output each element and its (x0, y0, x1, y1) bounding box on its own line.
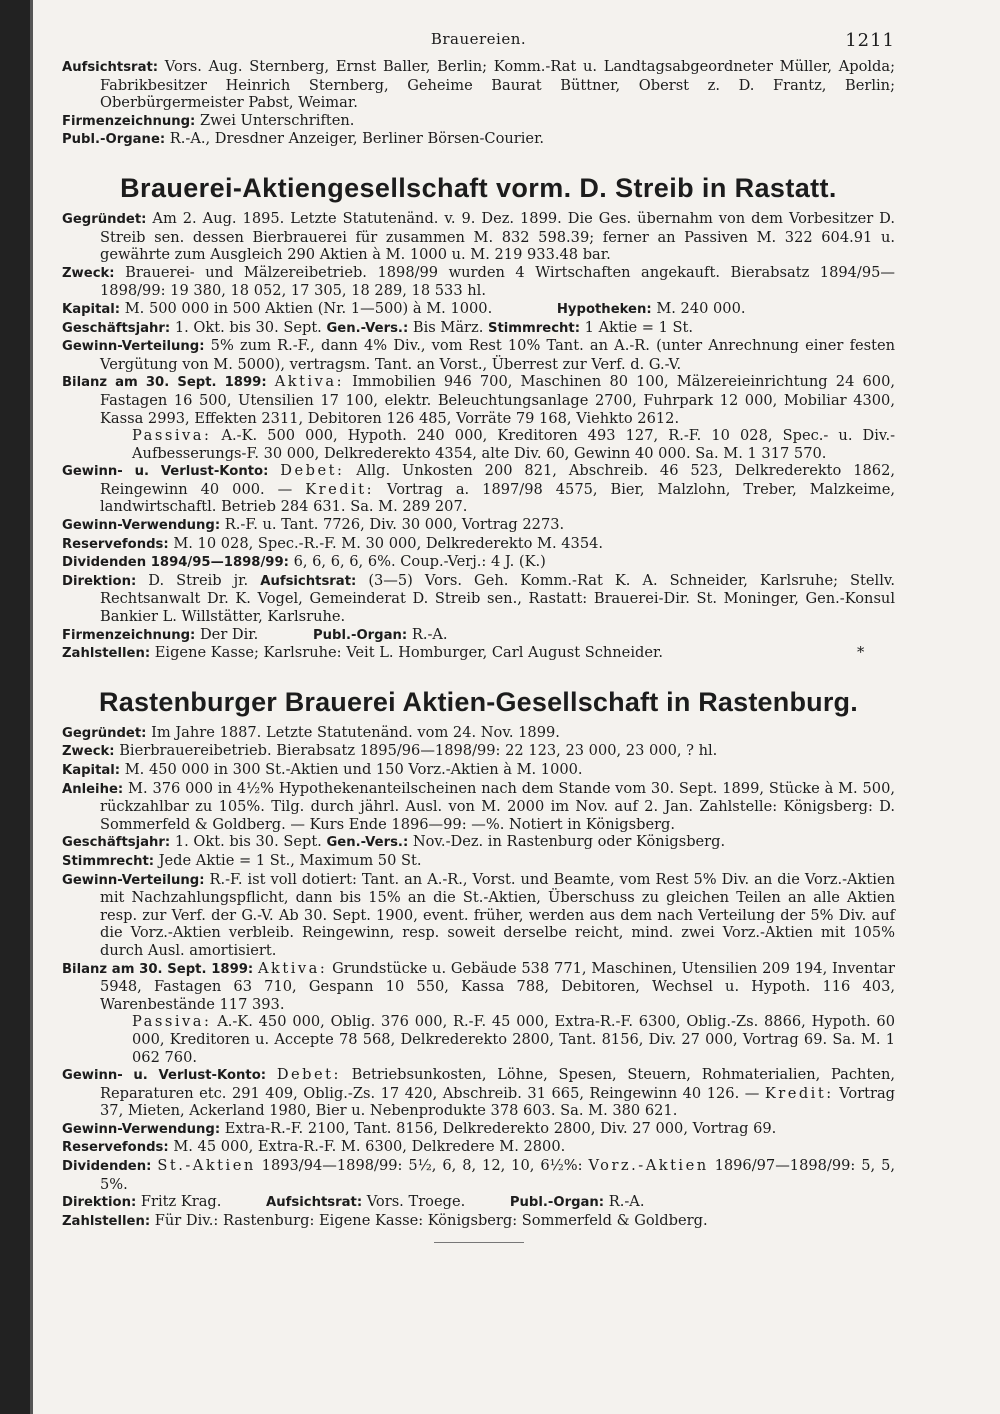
s1-gegruendet (62, 210, 895, 264)
label: Kredit: (305, 480, 375, 498)
label: Hypotheken: (556, 301, 652, 317)
text: Bis März. (412, 318, 484, 336)
s2-direktion (62, 1193, 895, 1212)
text: M. 45 000, Extra-R.-F. M. 6300, Delkredere M. 2800. (173, 1138, 566, 1156)
label: Kapital: (62, 763, 121, 778)
label: Zahlstellen: (62, 646, 151, 662)
label: Reservefonds: (62, 536, 169, 552)
label: Kapital: (62, 301, 121, 317)
section1-body (62, 210, 895, 663)
label: Zweck: (62, 744, 115, 760)
label: Stimmrecht: (487, 320, 581, 336)
text: Grundstücke u. Gebäude 538 771, Maschinen, Utensilien 209 194, Inventar 5948, Fastagen 63 710, Gespann 10 550, Kassa 788, Debitoren, Wechsel u. Hypoth. 116 403, Warenbestände 117 393. (100, 959, 895, 1013)
label: Publ.-Organ: (509, 1195, 605, 1211)
label: Zahlstellen: (62, 1213, 151, 1229)
running-head-title: Brauereien. (430, 30, 527, 48)
text: Extra-R.-F. 2100, Tant. 8156, Delkrederekto 2800, Div. 27 000, Vortrag 69. (224, 1119, 777, 1137)
label: Direktion: (62, 1195, 137, 1211)
label: Aktiva: (274, 373, 345, 391)
label: Dividenden: (62, 1159, 152, 1175)
s1-gewinnverwendung (62, 516, 895, 535)
text: 1. Okt. bis 30. Sept. (174, 318, 322, 336)
s2-passiva (62, 1013, 895, 1066)
label: Gen.-Vers.: (326, 320, 409, 336)
label: Geschäftsjahr: (62, 320, 171, 336)
s1-zweck (62, 264, 895, 300)
label: Gewinn-Verteilung: (62, 339, 205, 355)
section2-body (62, 724, 895, 1231)
text: Der Dir. (199, 625, 259, 643)
s2-reservefonds (62, 1138, 895, 1157)
text: A.-K. 500 000, Hypoth. 240 000, Kreditoren 493 127, R.-F. 10 028, Spec.- u. Div.-Aufbesserungs-F. 30 000, Delkrederekto 4354, alte Div. 60, Gewinn 40 000. Sa. M. 1 317 570. (132, 427, 896, 462)
label: Gegründet: (62, 211, 147, 227)
scan-edge (0, 0, 36, 1414)
label: Firmenzeichnung: (62, 113, 196, 129)
s2-bilanz (62, 960, 895, 1014)
text: 1. Okt. bis 30. Sept. (174, 833, 322, 851)
text: R.-A. (608, 1193, 645, 1211)
section1-title: Brauerei-Aktiengesellschaft vorm. D. Streib in Rastatt. (120, 172, 837, 203)
section2-title: Rastenburger Brauerei Aktien-Gesellschaft in Rastenburg. (99, 686, 858, 717)
s2-stimmrecht (62, 852, 895, 871)
text: Nov.-Dez. in Rastenburg oder Königsberg. (412, 833, 726, 851)
text: A.-K. 450 000, Oblig. 376 000, R.-F. 45 000, Extra-R.-F. 6300, Oblig.-Zs. 8866, Hypoth. 60 000, Kreditoren u. Accepte 78 568, Delkrederekto 2800, Tant. 8156, Div. 27 000, Vortrag 69. Sa. M. 1 062 760. (132, 1013, 895, 1066)
running-head (62, 30, 895, 58)
carryover-aufsichtsrat (62, 58, 895, 112)
text: R.-F. ist voll dotiert: Tant. an A.-R., Vorst. und Beamte, vom Rest 5% Div. an die Vorz.-Aktien mit Nachzahlungspflicht, dann bis 15% an die St.-Aktien, Überschuss zu gleichen Teilen an alle Aktien resp. zur Verf. der G.-V. Ab 30. Sept. 1900, event. früher, werden aus dem nach Verteilung der 5% Div. auf die Vorz.-Aktien verbleib. Reingewinn, resp. soweit derselbe reicht, mind. zwei Vorz.-Aktien mit 105% durch Ausl. amortisiert. (100, 870, 896, 959)
label: Debet: (276, 1066, 341, 1084)
text: D. Streib jr. (148, 571, 249, 589)
label: Vorz.-Aktien (588, 1157, 709, 1175)
label: Stimmrecht: (62, 853, 155, 869)
text: M. 10 028, Spec.-R.-F. M. 30 000, Delkrederekto M. 4354. (173, 534, 604, 552)
s2-gewinnverteilung (62, 871, 895, 960)
label: Publ.-Organe: (62, 132, 166, 148)
s1-firmenzeichnung (62, 626, 895, 645)
label: Kredit: (764, 1084, 834, 1102)
label: Anleihe: (62, 781, 124, 797)
label: Debet: (280, 462, 345, 480)
text: Am 2. Aug. 1895. Letzte Statutenänd. v. 9. Dez. 1899. Die Ges. übernahm von dem Vorbesitzer D. Streib sen. dessen Bierbrauerei für zusammen M. 832 598.39; ferner an Passiven M. 322 604.91 u. gewährte zum Ausgleich 290 Aktien à M. 1000 u. M. 219 933.48 bar. (100, 209, 895, 264)
label: St.-Aktien (157, 1157, 256, 1175)
carryover-block (62, 58, 895, 149)
s2-kapital (62, 761, 895, 780)
text: 1893/94—1898/99: 5½, 6, 8, 12, 10, 6½%: (261, 1157, 583, 1175)
s1-dividenden (62, 553, 895, 572)
text: Vors. Troege. (366, 1193, 466, 1211)
label: Passiva: (132, 1013, 212, 1031)
label: Gewinn- u. Verlust-Konto: (62, 1068, 267, 1084)
text: 5% zum R.-F., dann 4% Div., vom Rest 10% Tant. an A.-R. (unter Anrechnung einer festen Vergütung von M. 5000), vertragsm. Tant. an Vorst., Überrest zur Verf. d. G.-V. (100, 337, 896, 373)
text: Fritz Krag. (140, 1193, 222, 1211)
s1-guv (62, 462, 895, 516)
text: Zwei Unterschriften. (199, 111, 355, 129)
s2-geschaeftsjahr (62, 833, 895, 852)
label: Aufsichtsrat: (62, 60, 159, 75)
label: Gen.-Vers.: (326, 835, 409, 851)
s2-anleihe (62, 780, 895, 834)
s2-zahlstellen (62, 1212, 895, 1231)
text: Jede Aktie = 1 St., Maximum 50 St. (158, 851, 422, 869)
page-number: 1211 (845, 30, 895, 51)
label: Direktion: (62, 573, 137, 589)
text: Vors. Aug. Sternberg, Ernst Baller, Berlin; Komm.-Rat u. Landtagsabgeordneter Müller, Apolda; Fabrikbesitzer Heinrich Sternberg, Geheime Baurat Büttner, Oberst z. D. Frantz, Berlin; Oberbürgermeister Pabst, Weimar. (100, 58, 896, 112)
s1-geschaeftsjahr (62, 319, 895, 338)
label: Dividenden 1894/95—1898/99: (62, 555, 289, 571)
text: Immobilien 946 700, Maschinen 80 100, Mälzereieinrichtung 24 600, Fastagen 16 500, Utensilien 17 100, elektr. Beleuchtungsanlage 2700, Fuhrpark 12 000, Mobiliar 4300, Kassa 2993, Effekten 2311, Debitoren 126 485, Vorräte 79 168, Viehkto 2612. (100, 373, 895, 427)
carryover-publ (62, 130, 895, 149)
text: M. 376 000 in 4½% Hypothekenanteilscheinen nach dem Stande vom 30. Sept. 1899, Stücke à M. 500, rückzahlbar zu 105%. Tilg. durch jährl. Ausl. von M. 2000 im Nov. auf 2. Jan. Zahlstelle: Königsberg: D. Sommerfeld & Goldberg. — Kurs Ende 1896—99: —%. Notiert in Königsberg. (100, 779, 896, 833)
s1-reservefonds (62, 535, 895, 554)
text: 1896/97—1898/99: 5, 5, 5%. (100, 1157, 896, 1193)
label: Gewinn-Verwendung: (62, 1121, 221, 1137)
s2-guv (62, 1066, 895, 1120)
end-rule (434, 1242, 524, 1243)
s2-dividenden (62, 1157, 895, 1193)
text: M. 240 000. (656, 299, 746, 317)
label: Bilanz am 30. Sept. 1899: (62, 375, 267, 391)
text: Brauerei- und Mälzereibetrieb. 1898/99 wurden 4 Wirtschaften angekauft. Bierabsatz 1894/95—1898/99: 19 380, 18 052, 17 305, 18 289, 18 533 hl. (100, 263, 896, 300)
label: Passiva: (132, 427, 212, 445)
s1-zahlstellen: Zahlstellen: Eigene Kasse; Karlsruhe: Veit L. Homburger, Carl August Schneider. * (62, 644, 865, 662)
text: Vortrag 37, Mieten, Ackerland 1980, Bier u. Nebenprodukte 378 603. Sa. M. 380 621. (100, 1084, 896, 1120)
label: Aufsichtsrat: (266, 1195, 363, 1211)
text: Für Div.: Rastenburg: Eigene Kasse: Königsberg: Sommerfeld & Goldberg. (154, 1211, 708, 1229)
text: R.-A., Dresdner Anzeiger, Berliner Börsen-Courier. (169, 130, 545, 148)
text: Im Jahre 1887. Letzte Statutenänd. vom 24. Nov. 1899. (151, 723, 560, 741)
text: Vortrag a. 1897/98 4575, Bier, Malzlohn, Treber, Malzkeime, landwirtschaftl. Betrieb 284 631. Sa. M. 289 207. (100, 480, 896, 516)
label: Geschäftsjahr: (62, 835, 171, 851)
label: Publ.-Organ: (312, 627, 408, 643)
s2-zweck (62, 742, 895, 761)
label: Aufsichtsrat: (260, 573, 357, 589)
s1-bilanz (62, 373, 895, 427)
s2-gegruendet (62, 724, 895, 743)
s1-direktion (62, 572, 895, 626)
text: R.-A. (411, 625, 448, 643)
text: Betriebsunkosten, Löhne, Spesen, Steuern, Rohmaterialien, Pachten, Reparaturen etc. 291 409, Oblig.-Zs. 17 420, Abschreib. 31 665, Reingewinn 40 126. — (100, 1066, 895, 1102)
s2-gewinnverwendung (62, 1120, 895, 1139)
label: Gegründet: (62, 725, 147, 741)
label: Firmenzeichnung: (62, 627, 196, 643)
s1-kapital (62, 300, 895, 319)
s1-passiva (62, 427, 895, 462)
text: (3—5) Vors. Geh. Komm.-Rat K. A. Schneider, Karlsruhe; Stellv. Rechtsanwalt Dr. K. Vogel, Gemeinderat D. Streib sen., Rastatt: Brauerei-Dir. St. Moninger, Gen.-Konsul Bankier L. Willstätter, Karlsruhe. (100, 571, 896, 626)
label: Gewinn- u. Verlust-Konto: (62, 464, 269, 480)
text: Eigene Kasse; Karlsruhe: Veit L. Homburger, Carl August Schneider. (154, 644, 663, 662)
text: Bierbrauereibetrieb. Bierabsatz 1895/96—1898/99: 22 123, 23 000, 23 000, ? hl. (119, 742, 718, 760)
text: 6, 6, 6, 6, 6%. Coup.-Verj.: 4 J. (K.) (293, 553, 546, 571)
label: Gewinn-Verteilung: (62, 872, 205, 888)
carryover-firmenzeichnung (62, 112, 895, 131)
label: Zweck: (62, 265, 115, 281)
label: Aktiva: (258, 959, 328, 977)
label: Reservefonds: (62, 1140, 169, 1156)
text: M. 500 000 in 500 Aktien (Nr. 1—500) à M. 1000. (124, 299, 493, 317)
text: 1 Aktie = 1 St. (584, 318, 694, 336)
text: R.-F. u. Tant. 7726, Div. 30 000, Vortrag 2273. (224, 516, 565, 534)
label: Bilanz am 30. Sept. 1899: (62, 961, 254, 977)
text: Allg. Unkosten 200 821, Abschreib. 46 523, Delkrederekto 1862, Reingewinn 40 000. — (100, 462, 896, 498)
text: M. 450 000 in 300 St.-Aktien und 150 Vorz.-Aktien à M. 1000. (124, 761, 583, 778)
s1-gewinnverteilung (62, 337, 895, 373)
label: Gewinn-Verwendung: (62, 518, 221, 534)
